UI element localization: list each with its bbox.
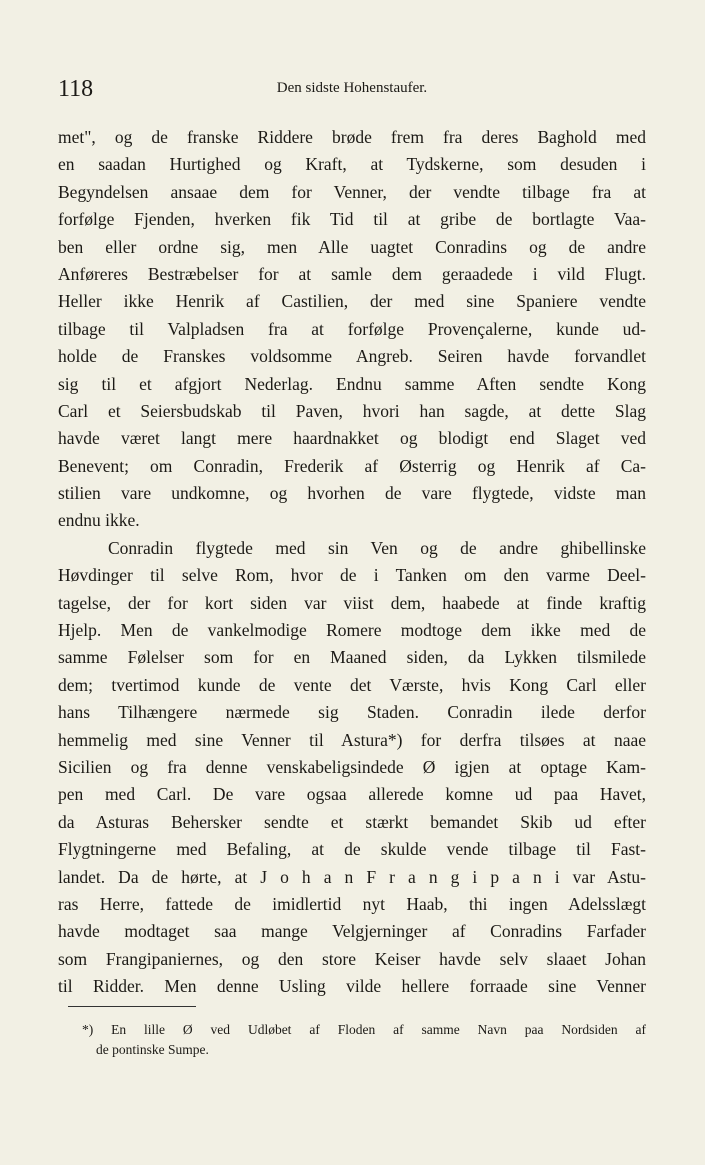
text-line: met", og de franske Riddere brøde frem fra deres Baghold med (58, 127, 646, 147)
text-line: forfølge Fjenden, hverken fik Tid til at gribe de bortlagte Vaa- (58, 209, 646, 230)
text-line: til Ridder. Men denne Usling vilde hellere forraade sine Venner (58, 976, 646, 997)
footnote-separator (68, 1006, 196, 1007)
text-line: en saadan Hurtighed og Kraft, at Tydskerne, som desuden i (58, 154, 646, 175)
text-line: samme Følelser som for en Maaned siden, da Lykken tilsmilede (58, 647, 646, 668)
text-line: Hjelp. Men de vankelmodige Romere modtoge dem ikke med de (58, 620, 646, 641)
footnote (82, 1020, 646, 1060)
text-line: Conradin flygtede med sin Ven og de andre ghibellinske (108, 537, 646, 558)
text-line: havde modtaget saa mange Velgjerninger af Conradins Farfader (58, 921, 646, 942)
text-line: da Asturas Behersker sendte et stærkt bemandet Skib ud efter (58, 811, 646, 832)
text-line: endnu ikke. (58, 510, 140, 531)
text-line: landet. Da de hørte, at J o h a n F r a n g i p a n i var Astu- (58, 866, 646, 887)
running-title: Den sidste Hohenstaufer. (276, 80, 428, 96)
footnote-line: de pontinske Sumpe. (96, 1042, 209, 1057)
footnote-line: *) En lille Ø ved Udløbet af Floden af samme Navn paa Nordsiden af (82, 1022, 646, 1037)
text-line: Anføreres Bestræbelser for at samle dem geraadede i vild Flugt. (58, 263, 646, 284)
text-line: hemmelig med sine Venner til Astura*) for derfra tilsøes at naae (58, 729, 646, 750)
text-line: dem; tvertimod kunde de vente det Værste, hvis Kong Carl eller (58, 674, 646, 695)
page-header (58, 76, 646, 106)
text-line: Høvdinger til selve Rom, hvor de i Tanken om den varme Deel- (58, 565, 646, 586)
text-line: tilbage til Valpladsen fra at forfølge Provençalerne, kunde ud- (58, 318, 646, 339)
text-line: Flygtningerne med Befaling, at de skulde vende tilbage til Fast- (58, 839, 646, 860)
text-line: hans Tilhængere nærmede sig Staden. Conradin ilede derfor (58, 702, 646, 723)
text-line: tagelse, der for kort siden var viist dem, haabede at finde kraftig (58, 592, 646, 613)
text-line: Benevent; om Conradin, Frederik af Østerrig og Henrik af Ca- (58, 455, 646, 476)
text-line: pen med Carl. De vare ogsaa allerede komne ud paa Havet, (58, 784, 646, 805)
page-number: 118 (58, 76, 94, 102)
text-line: havde været langt mere haardnakket og blodigt end Slaget ved (58, 428, 646, 449)
text-line: ben eller ordne sig, men Alle uagtet Conradins og de andre (58, 236, 646, 257)
text-line: ras Herre, fattede de imidlertid nyt Haab, thi ingen Adelsslægt (58, 893, 646, 914)
text-line: Sicilien og fra denne venskabeligsindede Ø igjen at optage Kam- (58, 756, 646, 777)
text-line: Begyndelsen ansaae dem for Venner, der vendte tilbage fra at (58, 181, 646, 202)
text-line: Heller ikke Henrik af Castilien, der med sine Spaniere vendte (58, 291, 646, 312)
text-line: Carl et Seiersbudskab til Paven, hvori han sagde, at dette Slag (58, 400, 646, 421)
body-text (58, 124, 646, 1001)
text-line: sig til et afgjort Nederlag. Endnu samme Aften sendte Kong (58, 373, 646, 394)
text-line: holde de Franskes voldsomme Angreb. Seiren havde forvandlet (58, 346, 646, 367)
text-line: som Frangipaniernes, og den store Keiser havde selv slaaet Johan (58, 948, 646, 969)
text-line: stilien vare undkomne, og hvorhen de vare flygtede, vidste man (58, 483, 646, 504)
